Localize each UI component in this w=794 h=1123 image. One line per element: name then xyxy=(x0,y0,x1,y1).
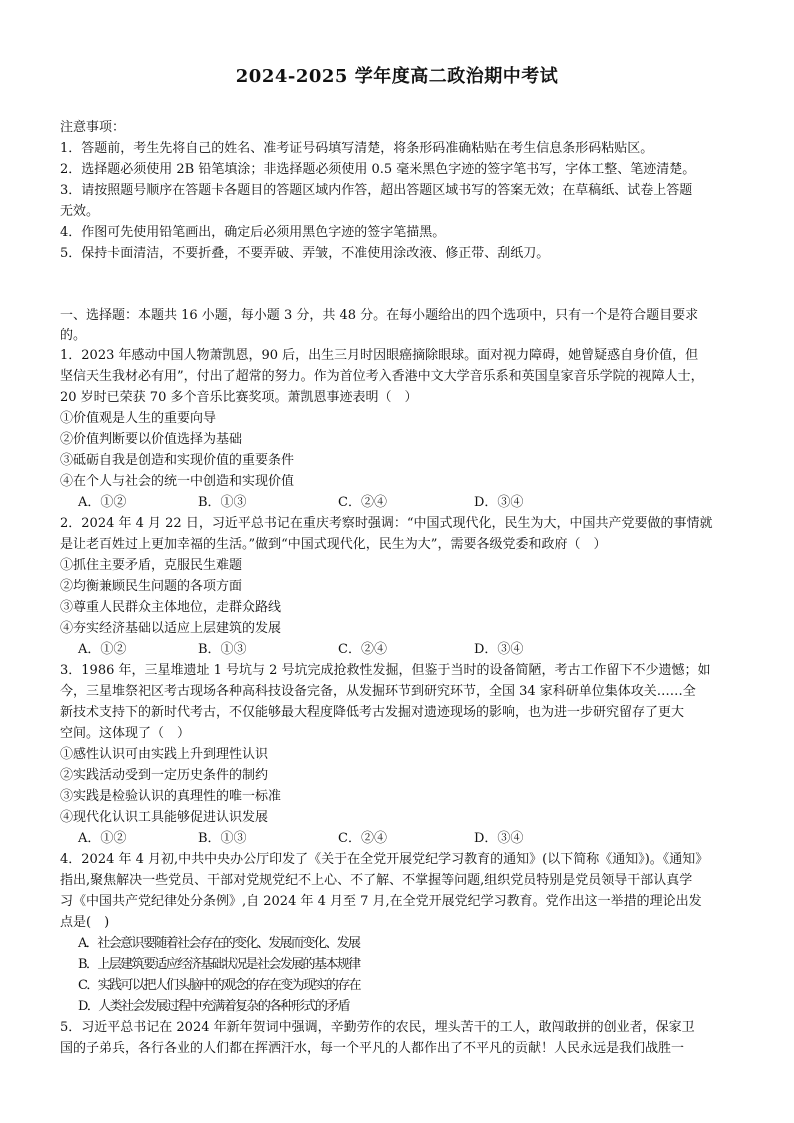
option-c[interactable]: C．实践可以把人们头脑中的观念的存在变为现实的存在 xyxy=(78,978,360,993)
notice-heading: 注意事项： xyxy=(60,120,126,135)
question-3-stem: 空间。这体现了（ ） xyxy=(60,726,191,741)
notice-item: 2．选择题必须使用 2B 铅笔填涂；非选择题必须使用 0.5 毫米黑色字迹的签字笔书写，字体工整、笔迹清楚。 xyxy=(60,162,696,177)
question-1-item: ③砥砺自我是创造和实现价值的重要条件 xyxy=(60,453,295,468)
question-4-stem: 点是( ) xyxy=(60,915,110,930)
question-4-stem: 指出,聚焦解决一些党员、干部对党规党纪不上心、不了解、不掌握等问题,组织党员特别是党员领导干部认真学 xyxy=(60,873,693,888)
option-b[interactable]: B．①③ xyxy=(198,831,247,846)
option-a[interactable]: A．①② xyxy=(78,642,127,657)
question-3-stem: 3．1986 年，三星堆遗址 1 号坑与 2 号坑完成抢救性发掘，但鉴于当时的设备简陋，考古工作留下不少遗憾；如 xyxy=(60,663,711,678)
option-a[interactable]: A．社会意识要随着社会存在的变化、发展而变化、发展 xyxy=(78,936,360,951)
question-3-item: ①感性认识可由实践上升到理性认识 xyxy=(60,747,269,762)
notice-item: 无效。 xyxy=(60,204,100,219)
option-c[interactable]: C．②④ xyxy=(338,642,387,657)
question-1-stem: 坚信天生我材必有用”，付出了超常的努力。作为首位考入香港中文大学音乐系和英国皇家音乐学院的视障人士， xyxy=(60,369,704,384)
option-d[interactable]: D．③④ xyxy=(474,495,524,510)
question-4-stem: 习《中国共产党纪律处分条例》,自 2024 年 4 月至 7 月,在全党开展党纪学习教育。党作出这一举措的理论出发 xyxy=(60,894,702,909)
notice-item: 4．作图可先使用铅笔画出，确定后必须用黑色字迹的签字笔描黑。 xyxy=(60,225,446,240)
notice-item: 5．保持卡面清洁，不要折叠，不要弄破、弄皱，不准使用涂改液、修正带、刮纸刀。 xyxy=(60,246,550,261)
option-b[interactable]: B．①③ xyxy=(198,495,247,510)
question-2-item: ②均衡兼顾民生问题的各项方面 xyxy=(60,579,243,594)
notice-item: 1．答题前，考生先将自己的姓名、准考证号码填写清楚，将条形码准确粘贴在考生信息条形码粘贴区。 xyxy=(60,141,654,156)
question-1-stem: 20 岁时已荣获 70 多个音乐比赛奖项。萧凯恩事迹表明（ ） xyxy=(60,390,418,405)
question-2-stem: 是让老百姓过上更加幸福的生活。”做到“中国式现代化，民生为大”，需要各级党委和政府（ ） xyxy=(60,537,607,552)
question-2-item: ④夯实经济基础以适应上层建筑的发展 xyxy=(60,621,282,636)
question-5-stem: 5．习近平总书记在 2024 年新年贺词中强调，辛勤劳作的农民，埋头苦干的工人，敢闯敢拼的创业者，保家卫 xyxy=(60,1020,695,1035)
option-a[interactable]: A．①② xyxy=(78,831,127,846)
option-c[interactable]: C．②④ xyxy=(338,495,387,510)
question-5-stem: 国的子弟兵，各行各业的人们都在挥洒汗水，每一个平凡的人都作出了不平凡的贡献！人民永远是我们战胜一 xyxy=(60,1041,685,1056)
option-b[interactable]: B．上层建筑要适应经济基础状况是社会发展的基本规律 xyxy=(78,957,360,972)
question-3-stem: 今，三星堆祭祀区考古现场各种高科技设备完备，从发掘环节到研究环节，全国 34 家科研单位集体攻关……全 xyxy=(60,684,696,699)
option-d[interactable]: D．③④ xyxy=(474,831,524,846)
question-1-item: ④在个人与社会的统一中创造和实现价值 xyxy=(60,474,295,489)
question-1-item: ①价值观是人生的重要向导 xyxy=(60,411,217,426)
option-d[interactable]: D．③④ xyxy=(474,642,524,657)
question-1-stem: 1．2023 年感动中国人物萧凯恩，90 后，出生三月时因眼癌摘除眼球。面对视力障碍，她曾疑惑自身价值，但 xyxy=(60,348,699,363)
question-3-item: ③实践是检验认识的真理性的唯一标准 xyxy=(60,789,282,804)
question-1-item: ②价值判断要以价值选择为基础 xyxy=(60,432,243,447)
option-b[interactable]: B．①③ xyxy=(198,642,247,657)
question-3-item: ④现代化认识工具能够促进认识发展 xyxy=(60,810,269,825)
question-4-stem: 4．2024 年 4 月初,中共中央办公厅印发了《关于在全党开展党纪学习教育的通知》(以下简称《通知》)。《通知》 xyxy=(60,852,709,867)
section-heading: 的。 xyxy=(60,328,87,343)
option-a[interactable]: A．①② xyxy=(78,495,127,510)
question-2-item: ③尊重人民群众主体地位，走群众路线 xyxy=(60,600,282,615)
question-3-item: ②实践活动受到一定历史条件的制约 xyxy=(60,768,269,783)
section-heading: 一、选择题：本题共 16 小题，每小题 3 分，共 48 分。在每小题给出的四个选项中，只有一个是符合题目要求 xyxy=(60,308,699,323)
question-2-item: ①抓住主要矛盾，克服民生难题 xyxy=(60,558,243,573)
option-c[interactable]: C．②④ xyxy=(338,831,387,846)
question-3-stem: 新技术支持下的新时代考古，不仅能够最大程度降低考古发掘对遗迹现场的影响，也为进一步研究留存了更大 xyxy=(60,705,685,720)
page-title: 2024-2025 学年度高二政治期中考试 xyxy=(235,66,559,87)
notice-item: 3．请按照题号顺序在答题卡各题目的答题区域内作答，超出答题区域书写的答案无效；在草稿纸、试卷上答题 xyxy=(60,183,693,198)
question-2-stem: 2．2024 年 4 月 22 日，习近平总书记在重庆考察时强调：“中国式现代化，民生为大，中国共产党要做的事情就 xyxy=(60,516,713,531)
option-d[interactable]: D．人类社会发展过程中充满着复杂的各种形式的矛盾 xyxy=(78,999,350,1014)
